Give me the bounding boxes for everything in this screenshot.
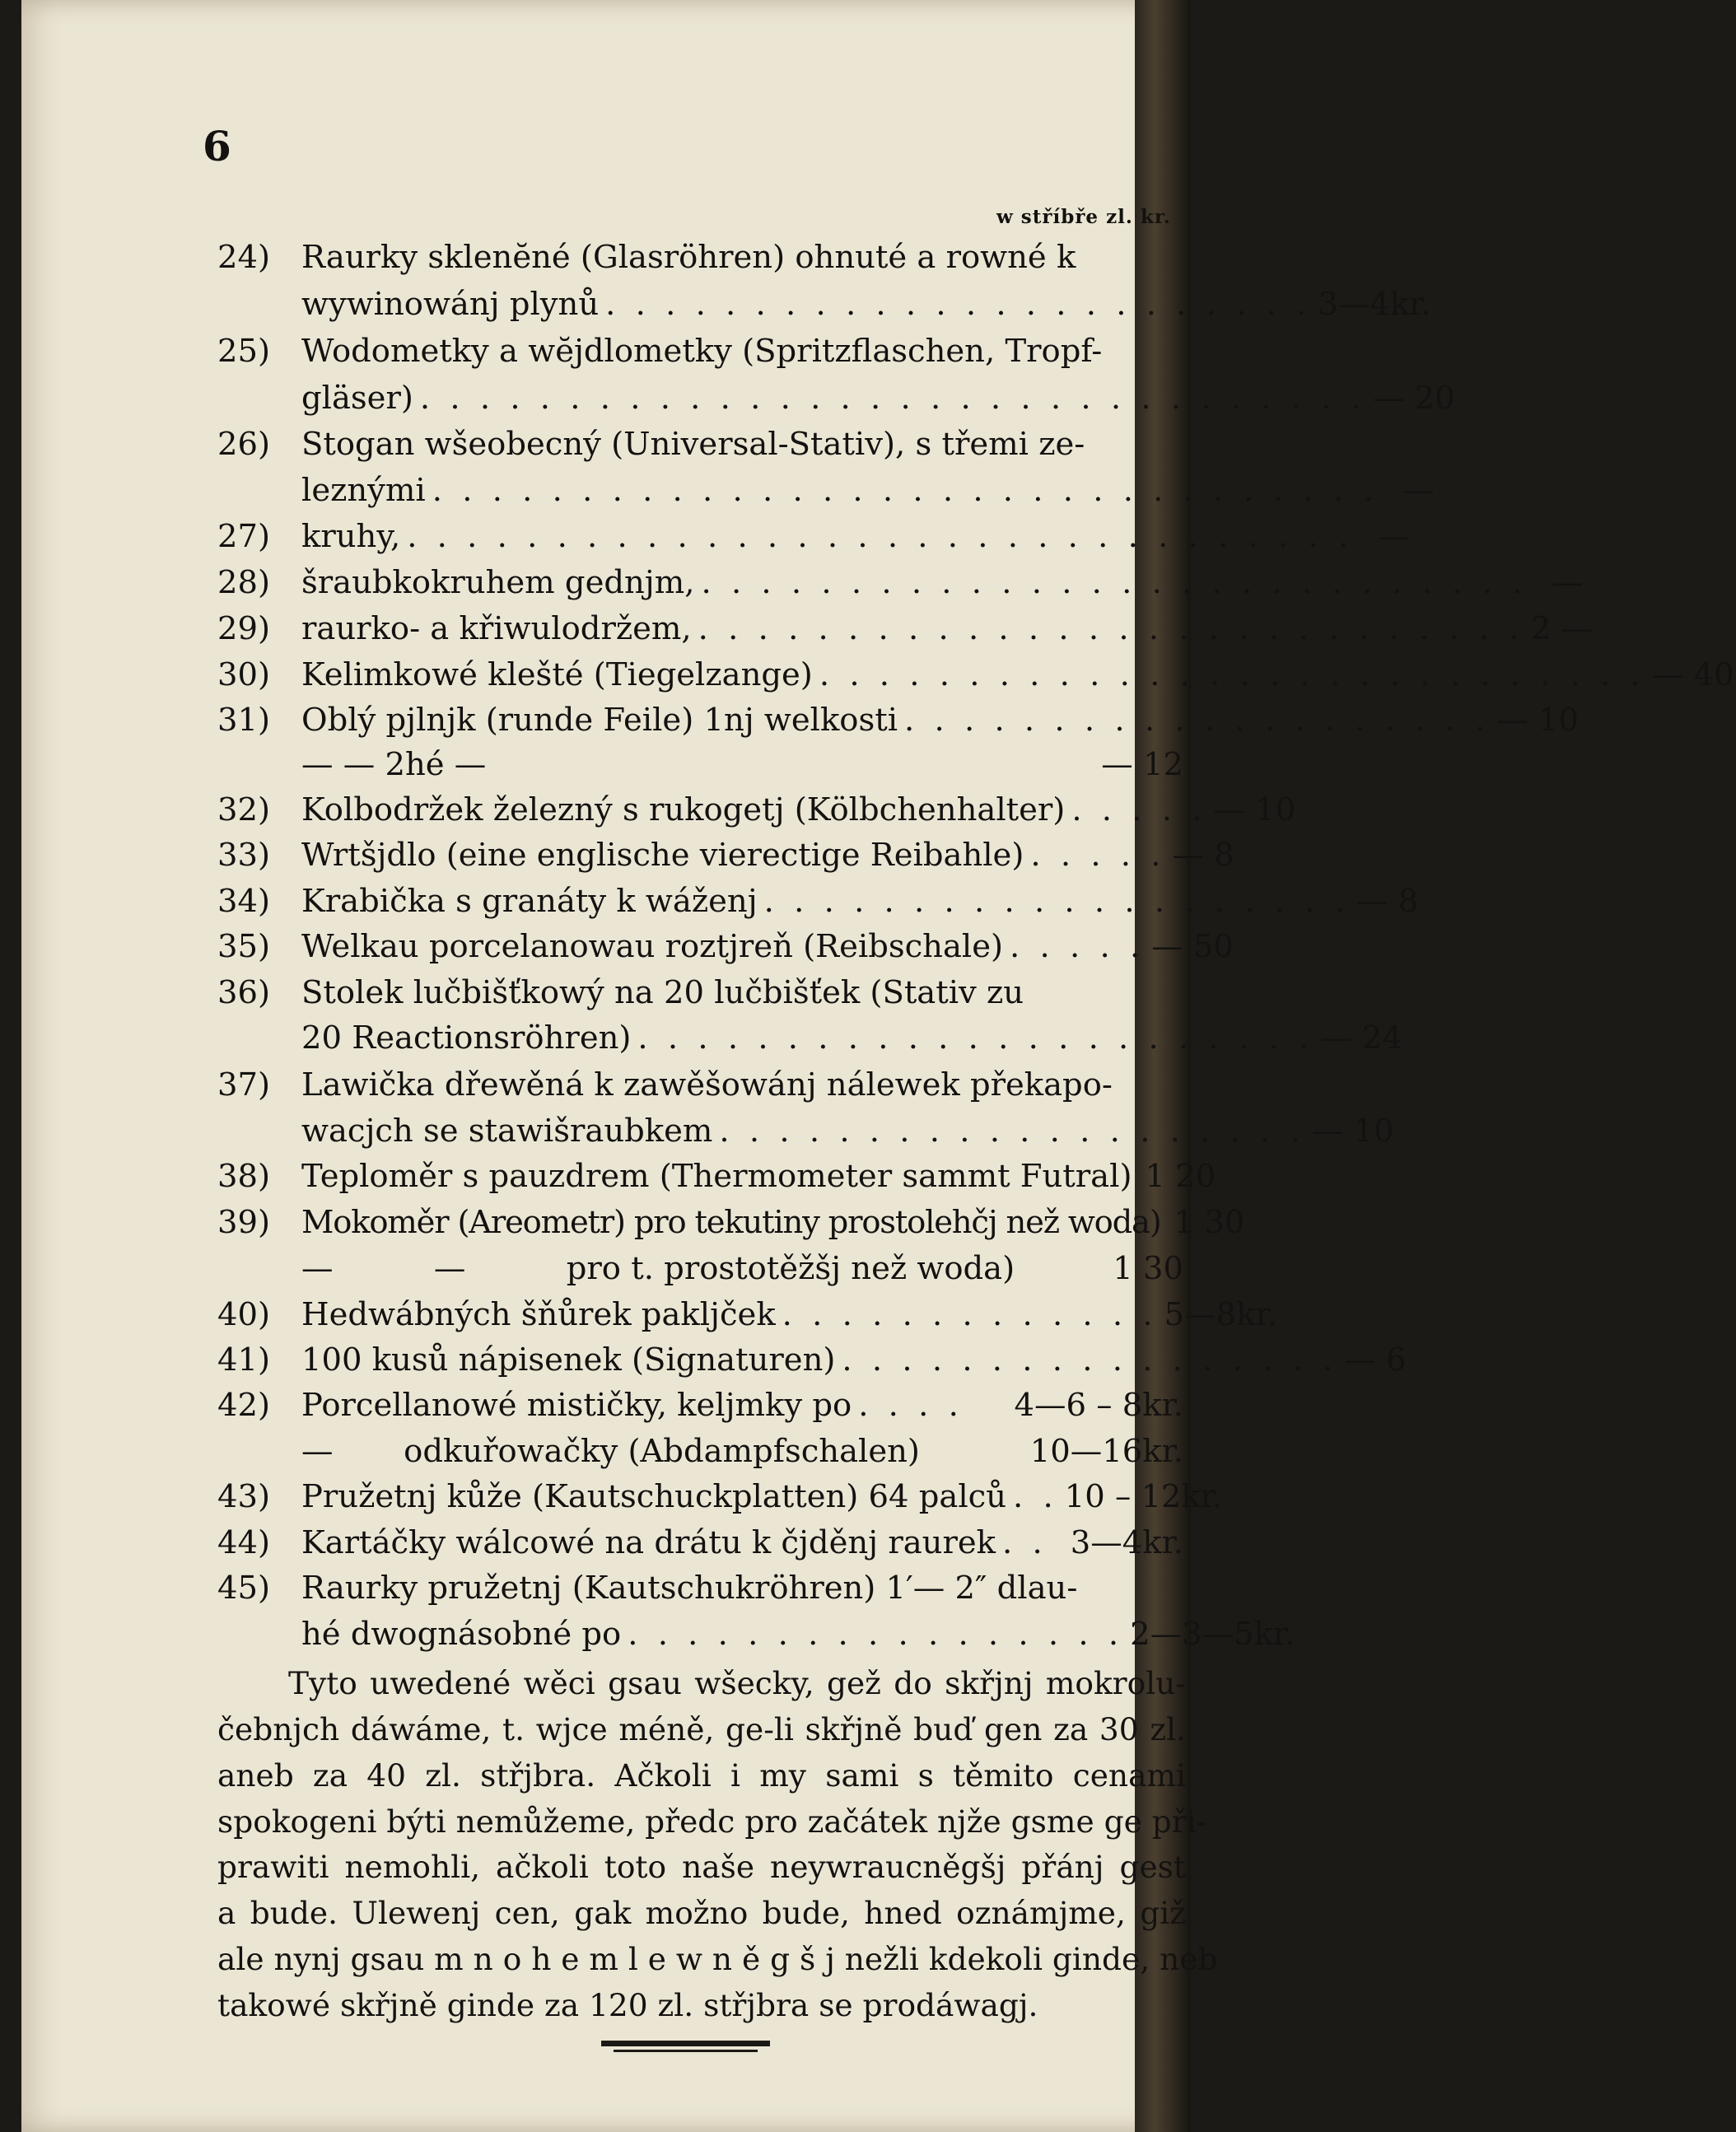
item-price: — — [1402, 472, 1435, 509]
dot-leader: . . . . . — [1071, 791, 1207, 828]
item-text: wacjch se stawišraubkem — [301, 1113, 713, 1150]
closing-rule-thin — [614, 2050, 758, 2052]
item-number: 28) — [217, 564, 271, 601]
item-price: — 12 — [1101, 746, 1183, 783]
item-text: — odkuřowačky (Abdampfschalen) — [301, 1433, 920, 1470]
item-text: kruhy, — [301, 518, 401, 555]
item-text: gläser) — [301, 380, 413, 417]
item-price: — 10 — [1213, 791, 1296, 828]
paragraph-line: a bude. Ulewenj cen, gak možno bude, hned oznámjme, giž — [217, 1895, 1186, 1931]
paragraph-line: prawiti nemohli, ačkoli toto naše neywraucněgšj přánj gest — [217, 1849, 1186, 1885]
item-text: wywinowánj plynů — [301, 286, 600, 323]
list-item — [217, 1520, 1185, 1566]
item-number: 38) — [217, 1158, 271, 1195]
item-number: 40) — [217, 1296, 271, 1333]
paragraph-line: Tyto uwedené wěci gsau wšecky, gež do skřjnj mokrolu- — [288, 1665, 1186, 1701]
list-item — [217, 560, 1584, 606]
list-item-variant — [301, 1429, 1185, 1475]
dot-leader: . . . . . . . . . . . . . . . . . . . . — [719, 1113, 1305, 1150]
item-text: 100 kusů nápisenek (Signaturen) — [301, 1341, 836, 1379]
item-text: Wrtšjdlo (eine englische vierectige Reibahle) — [301, 837, 1024, 874]
item-price: 5—8kr. — [1164, 1296, 1277, 1333]
dot-leader: . . . . . — [1030, 837, 1166, 874]
item-text: Krabička s granáty k wáženj — [301, 883, 758, 920]
list-item — [217, 924, 1234, 970]
column-header: w stříbře zl. kr. — [996, 206, 1171, 228]
list-item-variant — [301, 742, 1185, 788]
item-price: 2—3—5kr. — [1130, 1616, 1295, 1653]
item-text: Kelimkowé klešté (Tiegelzange) — [301, 656, 813, 693]
item-number: 26) — [217, 426, 271, 463]
item-number: 37) — [217, 1066, 271, 1103]
dot-leader: . . . . . . . . . . . . . . . . . . . . — [904, 702, 1491, 739]
item-number: 31) — [217, 702, 271, 739]
item-number: 41) — [217, 1341, 271, 1379]
item-text: Hedwábných šňůrek pakljček — [301, 1296, 776, 1333]
list-item-variant — [301, 1246, 1185, 1292]
closing-rule — [601, 2041, 770, 2046]
item-text: 20 Reactionsröhren) — [301, 1019, 632, 1057]
list-item — [217, 879, 1419, 925]
dot-leader: . . . . . . . . . . . . . . . . . . . . . . . . — [605, 286, 1312, 323]
list-item-continuation — [301, 1108, 1394, 1155]
dot-leader: . . . . . . . . . . . . . . . . . . . . . . . . . . . . — [701, 564, 1528, 601]
item-price: — — [1377, 518, 1410, 555]
item-text: Stolek lučbišťkowý na 20 lučbišťek (Stativ zu — [301, 974, 1024, 1011]
item-text: šraubkokruhem gednjm, — [301, 564, 695, 601]
list-item — [217, 697, 1580, 744]
item-price: 10 – 12kr. — [1064, 1478, 1223, 1515]
dot-leader: . . . . . . . . . . . . . . . . . . . . . . . . . . . . — [819, 656, 1645, 693]
list-item — [217, 329, 1185, 375]
item-price: — 8 — [1356, 883, 1419, 920]
dot-leader: . . . . . . . . . . . . . . . . . . . . — [763, 883, 1350, 920]
item-price: 2 — — [1530, 610, 1593, 647]
list-item-continuation — [301, 376, 1455, 422]
item-text: Mokoměr (Areometr) pro tekutiny prostolehčj než woda) — [301, 1204, 1161, 1241]
dot-leader: . . . . — [858, 1387, 964, 1424]
item-price: — 10 — [1311, 1113, 1394, 1150]
list-item — [217, 422, 1185, 468]
item-price: 1 20 — [1145, 1158, 1216, 1195]
dot-leader: . . . . . . . . . . . . . — [782, 1296, 1158, 1333]
item-price: 3—4kr. — [1318, 286, 1431, 323]
paragraph-line: spokogeni býti nemůžeme, předc pro začátek njže gsme ge při- — [217, 1803, 1207, 1840]
item-price: — 40 — [1651, 656, 1734, 693]
dot-leader: . . . . . . . . . . . . . . . . . — [628, 1616, 1124, 1653]
list-item — [217, 606, 1593, 652]
item-number: 42) — [217, 1387, 271, 1424]
list-item — [217, 1292, 1277, 1338]
paragraph-line: takowé skřjně ginde za 120 zl. střjbra se prodáwagj. — [217, 1987, 1038, 2023]
item-price: 4—6 – 8kr. — [1014, 1387, 1183, 1424]
list-item — [217, 235, 1185, 281]
item-text: Porcellanowé mističky, keljmky po — [301, 1387, 852, 1424]
list-item — [217, 1154, 1216, 1200]
item-number: 25) — [217, 333, 271, 370]
list-item — [217, 970, 1185, 1016]
item-number: 24) — [217, 239, 271, 276]
list-item — [217, 1383, 1185, 1429]
dot-leader: . . . . . — [1010, 928, 1146, 965]
item-number: 45) — [217, 1570, 271, 1607]
dot-leader: . . . . . . . . . . . . . . . . . — [842, 1341, 1338, 1379]
item-text: Kolbodržek železný s rukogetj (Kölbchenhalter) — [301, 791, 1066, 828]
list-item-continuation — [301, 282, 1431, 328]
dot-leader: . . . . . . . . . . . . . . . . . . . . . . . — [637, 1019, 1314, 1057]
item-text: Raurky sklenĕné (Glasröhren) ohnuté a rowné k — [301, 239, 1076, 276]
item-text: Welkau porcelanowau roztjreň (Reibschale) — [301, 928, 1004, 965]
paragraph-line: ale nynj gsau m n o h e m l e w n ě g š j nežli kdekoli ginde, neb — [217, 1941, 1218, 1977]
item-number: 27) — [217, 518, 271, 555]
item-number: 44) — [217, 1524, 271, 1561]
list-item-continuation — [301, 468, 1435, 514]
dot-leader: . . . . . . . . . . . . . . . . . . . . . . . . . . . . . . . . — [419, 380, 1366, 417]
item-number: 43) — [217, 1478, 271, 1515]
item-price: — — [1552, 564, 1584, 601]
item-text: — — 2hé — — [301, 746, 487, 783]
item-price: 10—16kr. — [1029, 1433, 1183, 1470]
item-text: — — pro t. prostotěžšj než woda) — [301, 1250, 1015, 1287]
list-item — [217, 1337, 1407, 1383]
list-item — [217, 787, 1296, 833]
item-price: — 10 — [1496, 702, 1580, 739]
item-text: Pružetnj kůže (Kautschuckplatten) 64 palců — [301, 1478, 1007, 1515]
item-text: raurko- a křiwulodržem, — [301, 610, 692, 647]
paragraph-line: aneb za 40 zl. střjbra. Ačkoli i my sami s těmito cenami — [217, 1757, 1186, 1794]
list-item-continuation — [301, 1612, 1295, 1658]
item-price: — 24 — [1320, 1019, 1402, 1057]
dot-leader: . . . . . . . . . . . . . . . . . . . . . . . . . . . . . . . . — [432, 472, 1379, 509]
item-price: — 50 — [1151, 928, 1234, 965]
dot-leader: . . . . . . . . . . . . . . . . . . . . . . . . . . . . . . . . — [407, 518, 1354, 555]
item-price: — 8 — [1172, 837, 1234, 874]
list-item — [217, 1565, 1185, 1612]
item-price: 1 30 — [1174, 1204, 1245, 1241]
item-text: leznými — [301, 472, 426, 509]
item-text: Raurky pružetnj (Kautschukröhren) 1′— 2″ dlau- — [301, 1570, 1078, 1607]
list-item — [217, 833, 1234, 879]
item-text: hé dwognásobné po — [301, 1616, 622, 1653]
page-number: 6 — [203, 122, 231, 170]
list-item — [217, 514, 1410, 560]
item-number: 39) — [217, 1204, 271, 1241]
item-price: 1 30 — [1113, 1250, 1183, 1287]
item-number: 34) — [217, 883, 271, 920]
item-number: 29) — [217, 610, 271, 647]
item-number: 30) — [217, 656, 271, 693]
list-item — [217, 1474, 1223, 1520]
item-text: Stogan wšeobecný (Universal-Stativ), s třemi ze- — [301, 426, 1085, 463]
item-text: Oblý pjlnjk (runde Feile) 1nj welkosti — [301, 702, 898, 739]
item-text: Kartáčky wálcowé na drátu k čjděnj raurek — [301, 1524, 996, 1561]
item-price: — 6 — [1344, 1341, 1407, 1379]
item-number: 36) — [217, 974, 271, 1011]
list-item — [217, 652, 1734, 698]
item-text: Lawička dřewěná k zawěšowánj nálewek překapo- — [301, 1066, 1113, 1103]
item-number: 32) — [217, 791, 271, 828]
list-item — [217, 1062, 1185, 1108]
dot-leader: . . — [1013, 1478, 1058, 1515]
dot-leader: . . — [1002, 1524, 1048, 1561]
item-number: 35) — [217, 928, 271, 965]
item-price: — 20 — [1372, 380, 1455, 417]
paragraph-line: čebnjch dáwáme, t. wjce méně, ge-li skřjně buď gen za 30 zl. — [217, 1711, 1186, 1747]
item-number: 33) — [217, 837, 271, 874]
list-item — [217, 1200, 1245, 1246]
item-text: Wodometky a wĕjdlometky (Spritzflaschen, Tropf- — [301, 333, 1103, 370]
dot-leader: . . . . . . . . . . . . . . . . . . . . . . . . . . . . — [698, 610, 1524, 647]
list-item-continuation — [301, 1015, 1402, 1061]
item-text: Teploměr s pauzdrem (Thermometer sammt Futral) — [301, 1158, 1132, 1195]
item-price: 3—4kr. — [1070, 1524, 1183, 1561]
